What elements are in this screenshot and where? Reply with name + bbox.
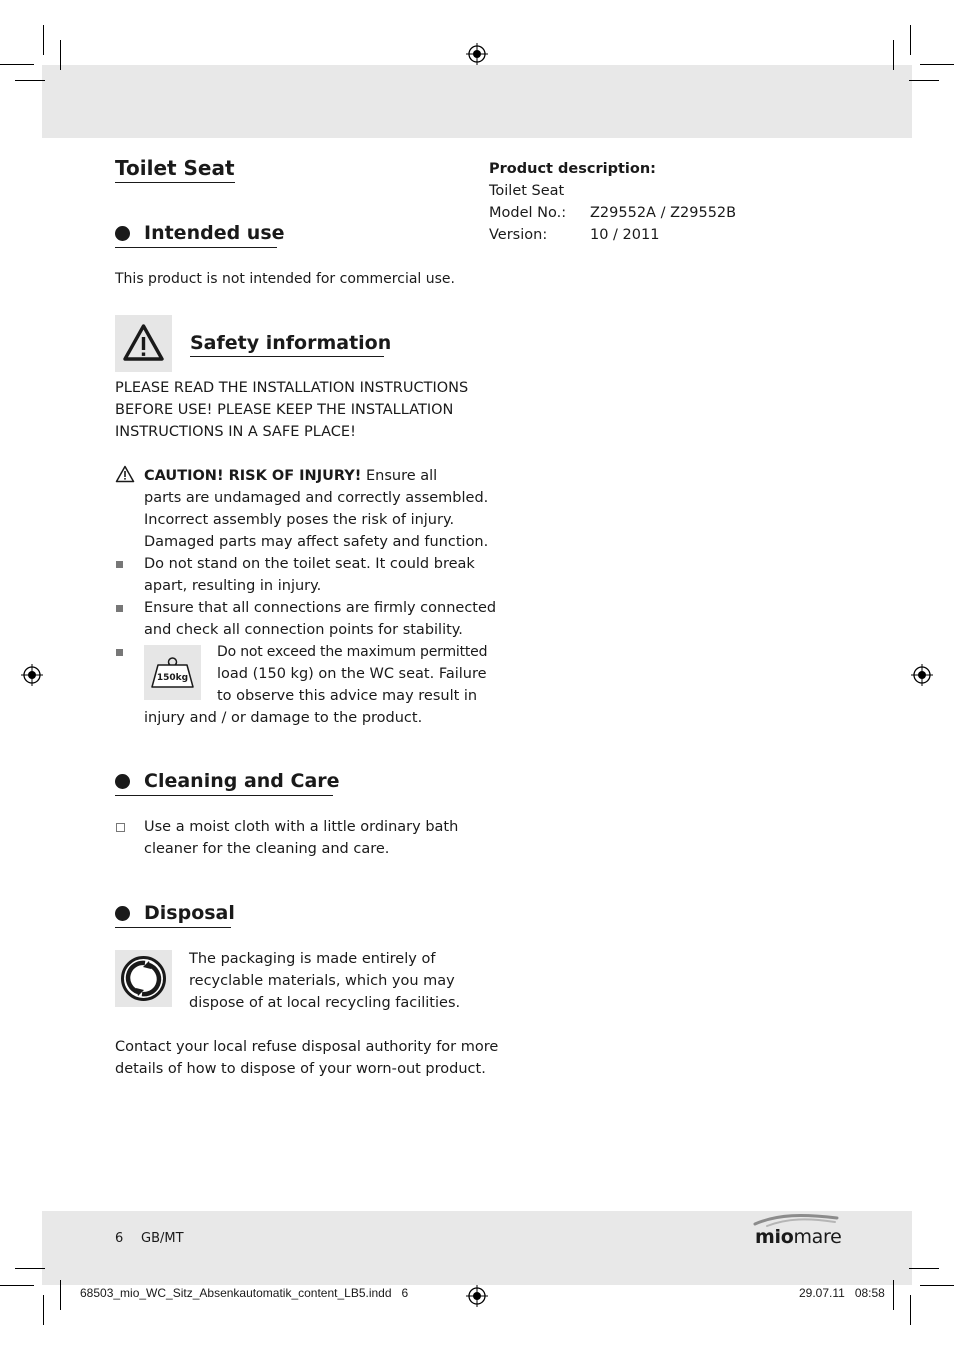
weight-line: load (150 kg) on the WC seat. Failure [217, 666, 487, 682]
warning-box [115, 315, 172, 372]
square-bullet-icon [116, 649, 123, 656]
heading-underline [115, 247, 277, 248]
model-label: Model No.: [489, 205, 567, 221]
caution-line: parts are undamaged and correctly assembled. [144, 490, 489, 506]
brand-logo-bold: mio [755, 1226, 794, 1248]
weight-icon-label: 150kg [156, 673, 189, 683]
locale-label: GB/MT [141, 1231, 184, 1246]
section-bullet-icon [115, 774, 130, 789]
contact-line: details of how to dispose of your worn-out product. [115, 1061, 486, 1077]
file-name: 68503_mio_WC_Sitz_Absenkautomatik_content_LB5.indd 6 [80, 1286, 409, 1300]
cleaning-line: Use a moist cloth with a little ordinary bath [144, 819, 459, 835]
print-date-time: 29.07.11 08:58 [799, 1286, 885, 1300]
caution-line: Incorrect assembly poses the risk of injury. [144, 512, 455, 528]
packaging-line: The packaging is made entirely of [189, 951, 436, 967]
packaging-line: recyclable materials, which you may [189, 973, 455, 989]
weight-icon [144, 645, 201, 700]
page-title-text: Toilet Seat [115, 156, 235, 183]
brand-logo-light: mare [793, 1226, 842, 1248]
safety-notice-line: PLEASE READ THE INSTALLATION INSTRUCTIONS [115, 380, 469, 396]
intended-use-heading-text: Intended use [144, 222, 285, 244]
contact-line: Contact your local refuse disposal authority for more [115, 1039, 499, 1055]
registration-mark-icon [466, 43, 488, 65]
registration-mark-icon [466, 1285, 488, 1307]
caution-line [144, 465, 437, 487]
cleaning-heading [115, 769, 340, 793]
caution-line: Damaged parts may affect safety and function. [144, 534, 489, 550]
safety-notice-line: BEFORE USE! PLEASE KEEP THE INSTALLATION [115, 402, 454, 418]
packaging-line: dispose of at local recycling facilities. [189, 995, 461, 1011]
version-value: 10 / 2011 [590, 227, 660, 243]
safety-bullet-line: Do not stand on the toilet seat. It could break [144, 556, 475, 572]
open-square-bullet-icon [116, 823, 125, 832]
safety-bullet-line: apart, resulting in injury. [144, 578, 322, 594]
caution-triangle-icon [115, 465, 135, 483]
heading-underline [115, 795, 333, 796]
square-bullet-icon [116, 561, 123, 568]
caution-text: Ensure all [361, 468, 438, 484]
intended-use-heading [115, 221, 285, 245]
registration-mark-icon [21, 664, 43, 686]
page-title [115, 156, 235, 180]
registration-mark-icon [911, 664, 933, 686]
model-value: Z29552A / Z29552B [590, 205, 737, 221]
square-bullet-icon [116, 605, 123, 612]
recycle-box [115, 950, 172, 1007]
section-bullet-icon [115, 906, 130, 921]
heading-underline [115, 927, 231, 928]
green-dot-recycle-icon [115, 950, 172, 1007]
cleaning-heading-text: Cleaning and Care [144, 770, 340, 792]
intended-use-text: This product is not intended for commercial use. [115, 271, 455, 287]
disposal-heading-text: Disposal [144, 902, 235, 924]
page-number: 6 [115, 1231, 124, 1246]
version-label: Version: [489, 227, 548, 243]
safety-heading [190, 331, 391, 355]
product-description-heading: Product description: [489, 161, 656, 177]
disposal-heading [115, 901, 235, 925]
safety-notice-line: INSTRUCTIONS IN A SAFE PLACE! [115, 424, 356, 440]
brand-logo [755, 1226, 842, 1248]
caution-bold: CAUTION! RISK OF INJURY! [144, 468, 362, 484]
safety-bullet-line: and check all connection points for stability. [144, 622, 463, 638]
safety-bullet-line: Ensure that all connections are firmly connected [144, 600, 497, 616]
weight-line: to observe this advice may result in [217, 688, 478, 704]
section-bullet-icon [115, 226, 130, 241]
weight-line: injury and / or damage to the product. [144, 710, 423, 726]
header-band [42, 65, 912, 138]
product-name: Toilet Seat [489, 183, 565, 199]
heading-underline [190, 356, 384, 357]
cleaning-line: cleaner for the cleaning and care. [144, 841, 390, 857]
weight-line: Do not exceed the maximum permitted [217, 644, 488, 660]
weight-icon-box [144, 645, 201, 700]
warning-triangle-icon [115, 315, 172, 372]
safety-heading-text: Safety information [190, 332, 392, 354]
